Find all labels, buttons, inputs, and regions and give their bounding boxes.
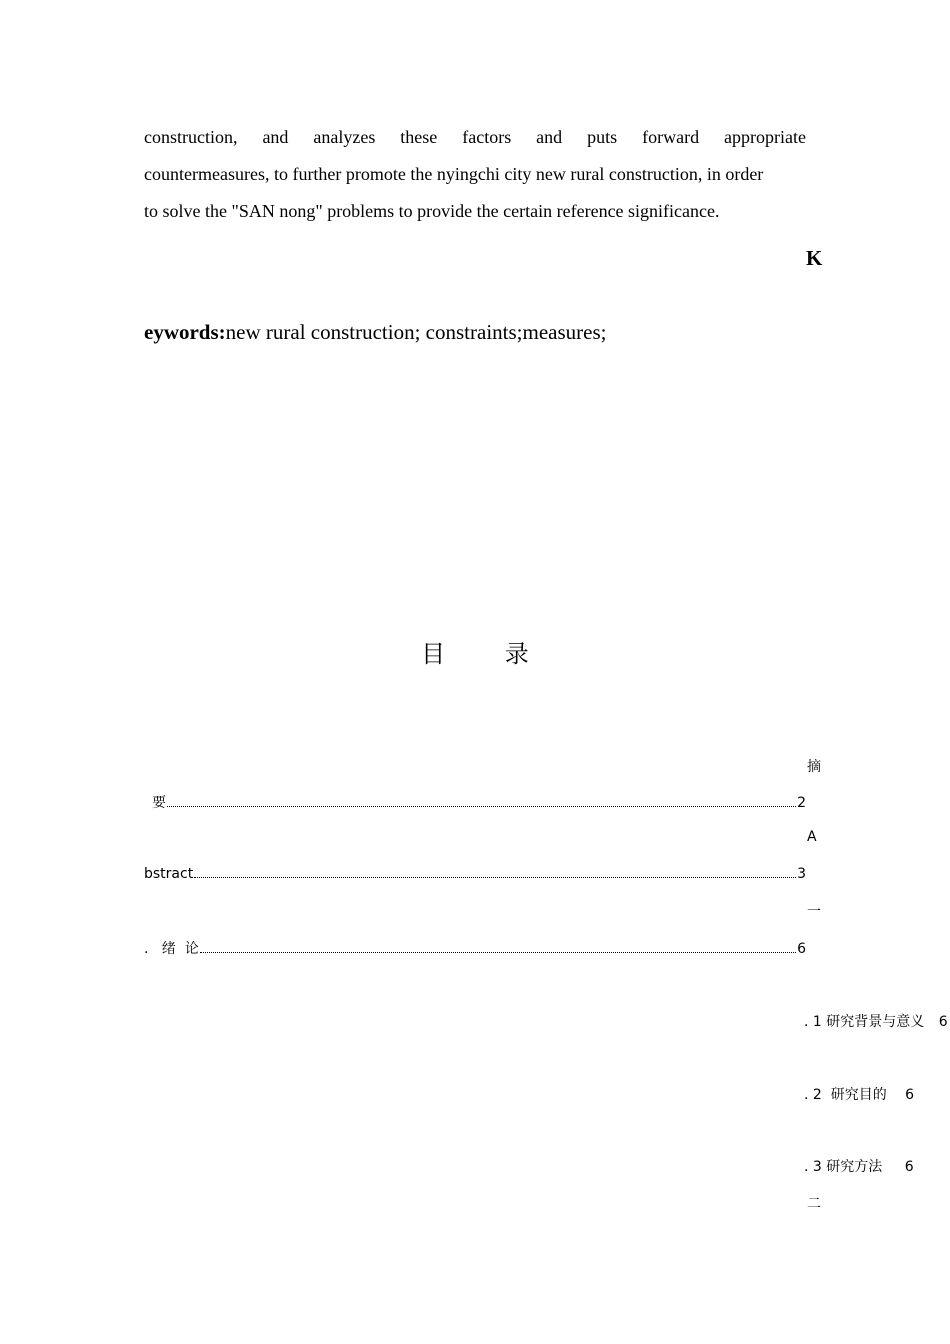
toc-sub-entry-page: 6 [904,1159,914,1175]
toc-sub-entry-1-2[interactable] [804,1084,914,1104]
keywords-text: new rural construction; constraints;measures; [225,320,607,344]
abstract-line-3: to solve the "SAN nong" problems to provide the certain reference significance. [144,201,720,221]
keywords-initial: K [806,246,823,270]
toc-leader-dots [167,794,796,807]
toc-sub-entry-label: . 2 研究目的 [804,1087,887,1103]
toc-entry-page: 2 [797,795,806,811]
toc-entry-page: 6 [797,941,806,957]
toc-entry-page: 3 [797,866,806,882]
toc-entry-abstract-en[interactable] [144,865,806,882]
abstract-paragraph [144,119,806,230]
abstract-line-2: countermeasures, to further promote the nyingchi city new rural construction, in order [144,164,764,184]
toc-entry-head-chapter-2: 二 [807,1196,821,1212]
toc-sub-entry-label: . 1 研究背景与意义 [804,1014,925,1030]
toc-entry-head-abstract-cn: 摘 [807,759,821,775]
keywords-label: eywords: [144,320,226,344]
toc-sub-entry-1-3[interactable] [804,1156,914,1176]
toc-entry-label: bstract [144,866,194,882]
toc-leader-dots [200,940,796,953]
toc-sub-entry-label: . 3 研究方法 [804,1159,883,1175]
toc-sub-entry-1-1[interactable] [804,1011,948,1031]
toc-entry-head-abstract-en: A [807,829,817,845]
toc-entry-chapter-1[interactable] [144,938,806,958]
abstract-line-1: construction, and analyzes these factors and puts forward appropriate [144,127,806,147]
toc-entry-abstract-cn[interactable] [152,792,806,812]
toc-title: 目 录 [421,640,555,668]
toc-sub-entry-page: 6 [938,1014,948,1030]
toc-entry-label: 要 [152,795,166,811]
toc-sub-entry-page: 6 [905,1087,915,1103]
toc-entry-label: . 绪 论 [144,941,199,957]
toc-entry-head-chapter-1: 一 [807,904,821,920]
toc-leader-dots [194,865,796,878]
keywords-line [144,320,606,345]
